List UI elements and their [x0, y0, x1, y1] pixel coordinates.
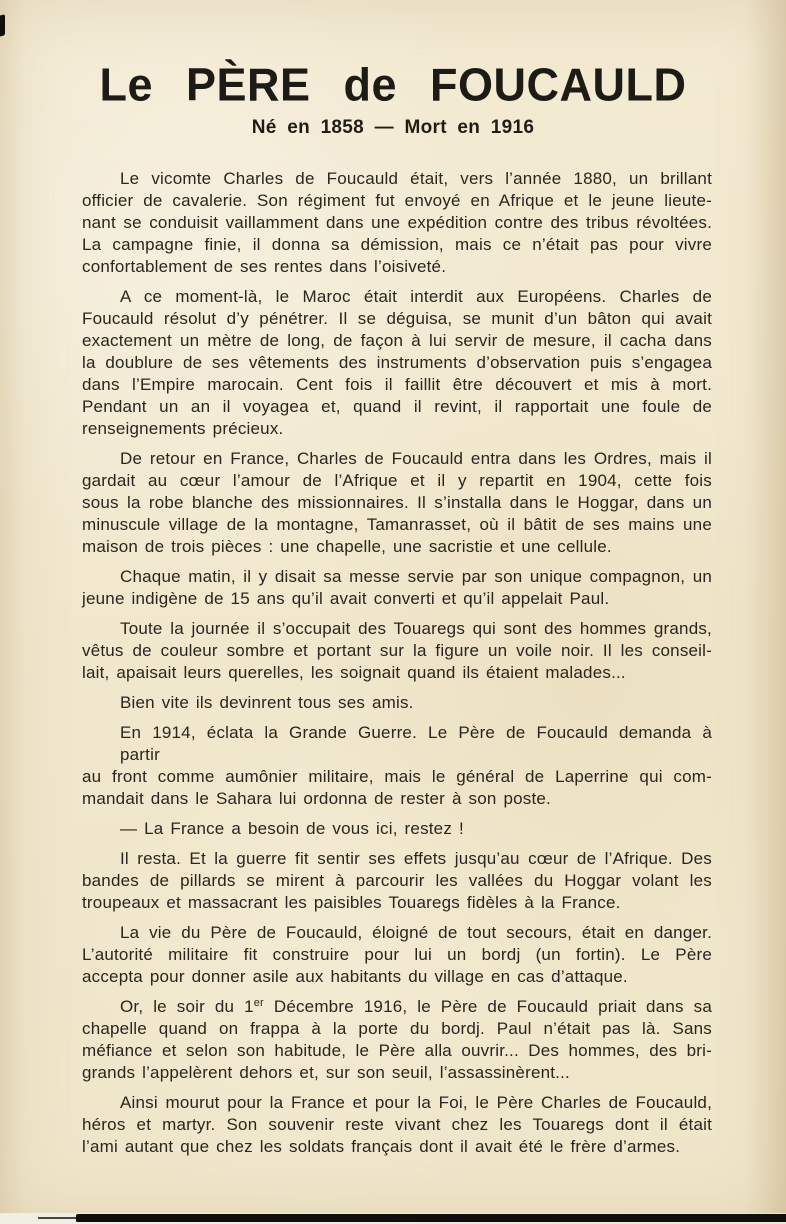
text-line: chapelle quand on frappa à la porte du bordj. Paul n’était pas là. Sans	[82, 1019, 712, 1038]
text-line: mandait dans le Sahara lui ordonna de rester à son poste.	[82, 789, 551, 808]
document-header	[0, 0, 786, 139]
text-line: l’ami autant que chez les soldats français dont il avait été le frère d’armes.	[82, 1137, 681, 1156]
text-line: La vie du Père de Foucauld, éloigné de tout secours, était en danger.	[120, 923, 712, 942]
text-line: nant se conduisit vaillamment dans une expédition contre des tribus révoltées.	[82, 213, 712, 232]
text-line: maison de trois pièces : une chapelle, une sacristie et une cellule.	[82, 537, 612, 556]
text-line: En 1914, éclata la Grande Guerre. Le Père de Foucauld demanda à partir	[120, 723, 712, 764]
text-line: jeune indigène de 15 ans qu’il avait converti et qu’il appelait Paul.	[82, 589, 610, 608]
text-line: dans l’Empire marocain. Cent fois il faillit être découvert et mis à mort.	[82, 375, 712, 394]
text-line: au front comme aumônier militaire, mais le général de Laperrine qui com-	[82, 767, 712, 786]
text-line: vêtus de couleur sombre et portant sur la figure un voile noir. Il les conseil-	[82, 641, 712, 660]
text-line: lait, apaisait leurs querelles, les soignait quand ils étaient malades...	[82, 663, 626, 682]
paragraph	[82, 848, 712, 914]
paragraph	[82, 448, 712, 558]
paragraph	[82, 286, 712, 440]
document-subtitle: Né en 1858 — Mort en 1916	[251, 117, 535, 138]
text-line: sous la robe blanche des missionnaires. Il s’installa dans le Hoggar, dans un	[82, 493, 712, 512]
paragraph	[82, 722, 712, 810]
text-line: bandes de pillards se mirent à parcourir les vallées du Hoggar volant les	[82, 871, 712, 890]
text-line: Il resta. Et la guerre fit sentir ses effets jusqu’au cœur de l’Afrique. Des	[120, 849, 712, 868]
text-line: Foucauld résolut d’y pénétrer. Il se déguisa, se munit d’un bâton qui avait	[82, 309, 712, 328]
paragraph	[82, 618, 712, 684]
paragraph	[82, 168, 712, 278]
text-line: grands l’appelèrent dehors et, sur son seuil, l’assassinèrent...	[82, 1063, 570, 1082]
text-line: Chaque matin, il y disait sa messe servie par son unique compagnon, un	[120, 567, 712, 586]
document-title: Le PÈRE de FOUCAULD	[99, 58, 687, 111]
scan-edge-bar	[76, 1214, 786, 1222]
text-line: — La France a besoin de vous ici, restez !	[120, 819, 464, 838]
superscript: er	[253, 997, 264, 1009]
text-line: accepta pour donner asile aux habitants du village en cas d’attaque.	[82, 967, 628, 986]
text-line: Le vicomte Charles de Foucauld était, vers l’année 1880, un brillant	[120, 169, 712, 188]
text-line: confortablement de ses rentes dans l’oisiveté.	[82, 257, 447, 276]
paragraph	[82, 1092, 712, 1158]
text-line: Ainsi mourut pour la France et pour la Foi, le Père Charles de Foucauld,	[120, 1093, 712, 1112]
paragraph	[82, 996, 712, 1084]
paragraph	[82, 692, 712, 714]
paragraph	[82, 922, 712, 988]
scan-corner-mark	[0, 14, 5, 36]
text-line: héros et martyr. Son souvenir reste vivant chez les Touaregs dont il était	[82, 1115, 712, 1134]
text-line: gardait au cœur l’amour de l’Afrique et il y repartit en 1904, cette fois	[82, 471, 712, 490]
text-line: officier de cavalerie. Son régiment fut envoyé en Afrique et le jeune lieute-	[82, 191, 712, 210]
text-line: troupeaux et massacrant les paisibles Touaregs fidèles à la France.	[82, 893, 621, 912]
article-body	[82, 168, 712, 1166]
scan-bottom-strip	[0, 1213, 786, 1224]
paragraph	[82, 566, 712, 610]
text-line: la doublure de ses vêtements des instruments d’observation puis s’engagea	[82, 353, 712, 372]
text-line: Bien vite ils devinrent tous ses amis.	[120, 693, 414, 712]
text-line: L’autorité militaire fit construire pour lui un bordj (un fortin). Le Père	[82, 945, 712, 964]
text-line: A ce moment-là, le Maroc était interdit aux Européens. Charles de	[120, 287, 712, 306]
text-line: Toute la journée il s’occupait des Touaregs qui sont des hommes grands,	[120, 619, 712, 638]
text-line: exactement un mètre de long, de façon à lui servir de mesure, il cacha dans	[82, 331, 712, 350]
text-line: De retour en France, Charles de Foucauld entra dans les Ordres, mais il	[120, 449, 712, 468]
text-line: minuscule village de la montagne, Tamanrasset, où il bâtit de ses mains une	[82, 515, 712, 534]
text-line: renseignements précieux.	[82, 419, 284, 438]
text-line: Pendant un an il voyagea et, quand il revint, il rapportait une foule de	[82, 397, 712, 416]
text-line: Or, le soir du 1er Décembre 1916, le Père de Foucauld priait dans sa	[120, 997, 712, 1016]
text-line: méfiance et selon son habitude, le Père alla ouvrir... Des hommes, des bri-	[82, 1041, 712, 1060]
text-line: La campagne finie, il donna sa démission, mais ce n’était pas pour vivre	[82, 235, 712, 254]
paragraph	[82, 818, 712, 840]
